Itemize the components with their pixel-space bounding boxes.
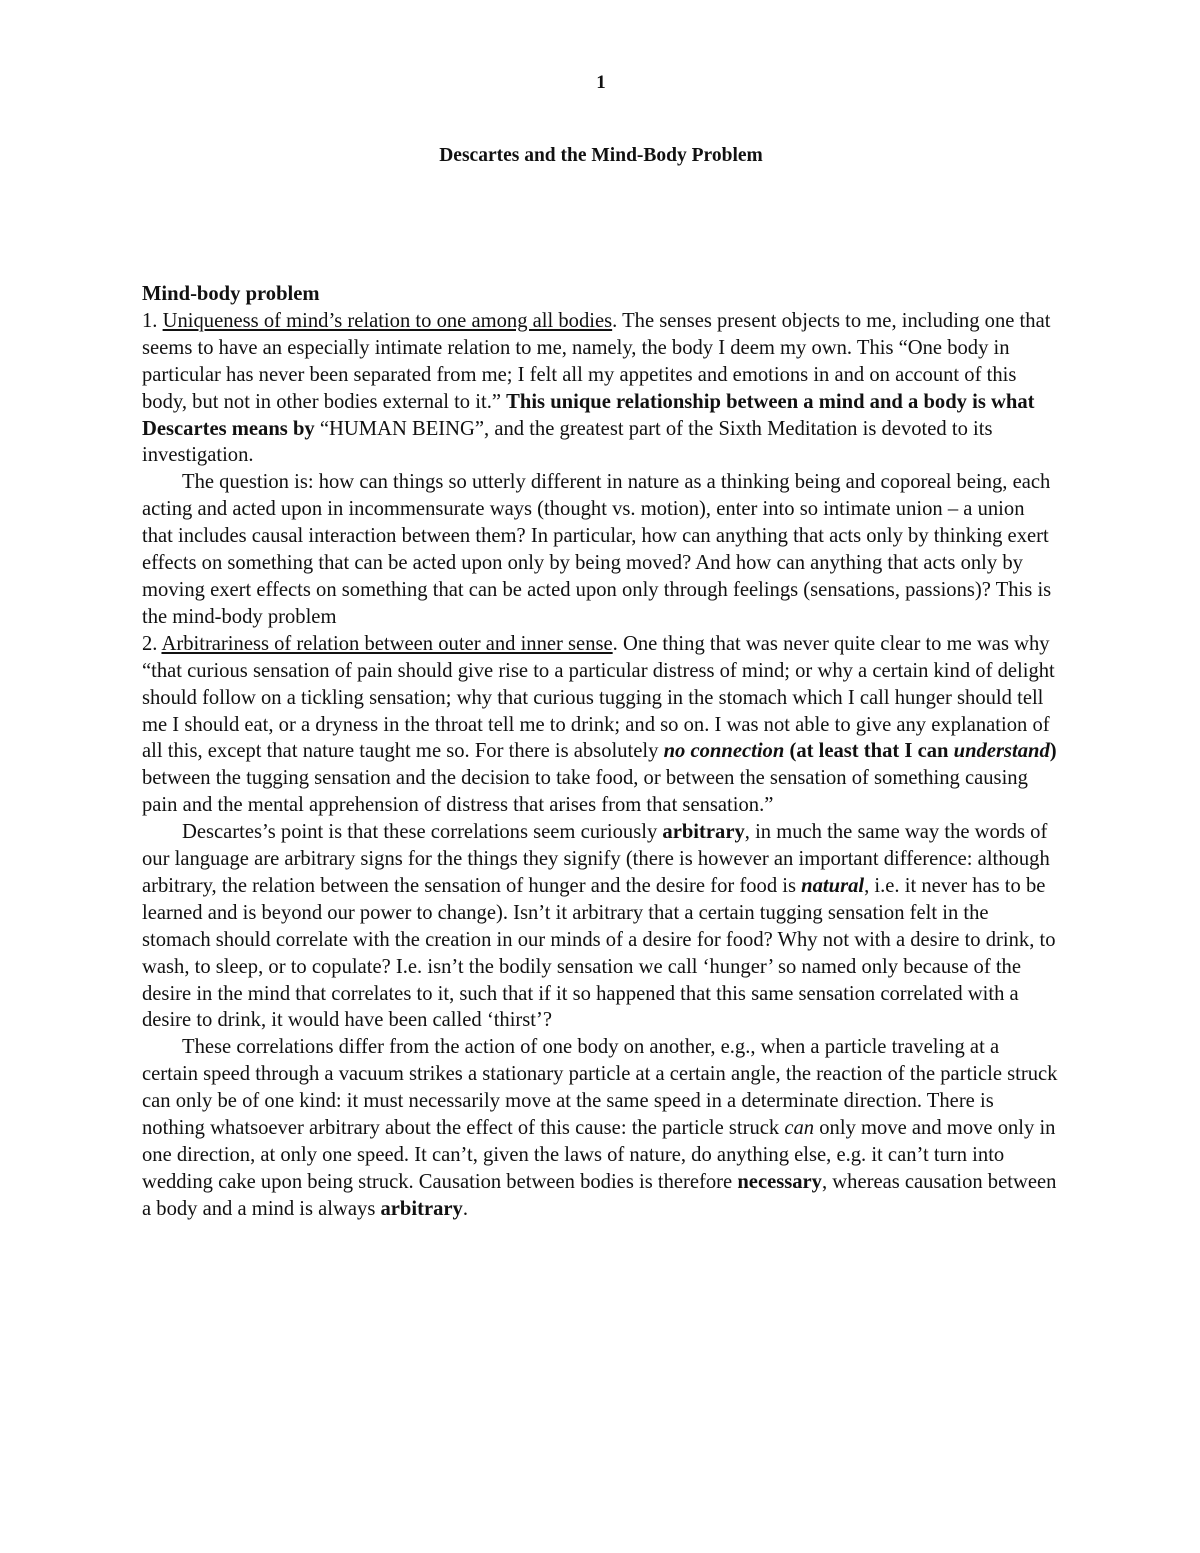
- italic-text: can: [784, 1117, 815, 1140]
- bold-italic-text: no connection: [663, 740, 785, 763]
- bold-text: ): [1049, 740, 1057, 763]
- paragraph-text: , whereas causation between a body and a mind is always: [142, 1170, 1057, 1220]
- bold-text: (at least that I can: [784, 740, 954, 763]
- paragraph-arbitrariness: [142, 631, 1060, 819]
- paragraph-question: The question is: how can things so utterly different in nature as a thinking being and coporeal being, each acting and acted upon in incommensurate ways (thought vs. motion), enter into so intimate union – a union that includes causal interaction between them? In particular, how can anything that acts only by thinking exert effects on something that can be acted upon only by being moved? And how can anything that acts only by moving exert effects on something that can be acted upon only through feelings (sensations, passions)? This is the mind-body problem: [142, 471, 1052, 628]
- paragraph-text: These correlations differ from the action of one body on another, e.g., when a particle traveling at a certain speed through a vacuum strikes a stationary particle at a certain angle, the reaction of the particle struck can only be of one kind: it must necessarily move at the same speed in a determinate direction. There is nothing whatsoever arbitrary about the effect of this cause: the particle struck: [142, 1036, 1058, 1140]
- page-number: 1: [596, 72, 606, 93]
- item-number: 1.: [142, 309, 163, 332]
- paragraph-text: . The senses present objects to me, including one that seems to have an especially intimate relation to me, namely, the body I deem my own. This “One body in particular has never been separated from me; I felt all my appetites and emotions in and on account of this body, but not in other bodies external to it.”: [142, 309, 1051, 413]
- paragraph-text: Descartes’s point is that these correlations seem curiously: [182, 821, 663, 844]
- bold-text: This unique relationship between a mind and a body is what Descartes means by: [142, 390, 1035, 440]
- bold-text: arbitrary: [380, 1197, 463, 1220]
- bold-text: necessary: [737, 1170, 822, 1193]
- item-heading-arbitrariness: Arbitrariness of relation between outer and inner sense: [161, 632, 613, 655]
- paragraph-descartes-point: [142, 819, 1060, 1034]
- paragraph-text: between the tugging sensation and the decision to take food, or between the sensation of something causing pain and the mental apprehension of distress that arises from that sensation.”: [142, 767, 1028, 817]
- bold-italic-text: understand: [953, 740, 1050, 763]
- bold-italic-text: natural: [801, 874, 865, 897]
- paragraph-correlations: [142, 1034, 1060, 1222]
- document-title: Descartes and the Mind-Body Problem: [439, 145, 763, 166]
- bold-text: arbitrary: [662, 821, 745, 844]
- section-heading: Mind-body problem: [142, 283, 320, 305]
- item-number: 2.: [142, 632, 162, 655]
- paragraph-text: only move and move only in one direction, at only one speed. It can’t, given the laws of nature, do anything else, e.g. it can’t turn into wedding cake upon being struck. Causation between bodies is therefore: [142, 1117, 1056, 1193]
- paragraph-uniqueness: [142, 308, 1060, 469]
- document-page: [142, 72, 1060, 1223]
- paragraph-text: , i.e. it never has to be learned and is beyond our power to change). Isn’t it arbitrary that a certain tugging sensation felt in the stomach should correlate with the creation in our minds of a desire for food? Why not with a desire to drink, to wash, to sleep, or to copulate? I.e. isn’t the bodily sensation we call ‘hunger’ so named only because of the desire in the mind that correlates to it, such that if it so happened that this same sensation correlated with a desire to drink, it would have been called ‘thirst’?: [142, 874, 1056, 1032]
- paragraph-text: “HUMAN BEING”, and the greatest part of the Sixth Meditation is devoted to its investigation.: [142, 417, 993, 467]
- item-heading-uniqueness: Uniqueness of mind’s relation to one among all bodies: [162, 309, 613, 332]
- paragraph-text: , in much the same way the words of our language are arbitrary signs for the things they signify (there is however an important difference: although arbitrary, the relation between the sensation of hunger and the desire for food is: [142, 821, 1050, 897]
- paragraph-text: . One thing that was never quite clear to me was why “that curious sensation of pain should give rise to a particular distress of mind; or why a certain kind of delight should follow on a tickling sensation; why that curious tugging in the stomach which I call hunger should tell me I should eat, or a dryness in the throat tell me to drink; and so on. I was not able to give any explanation of all this, except that nature taught me so. For there is absolutely: [142, 632, 1055, 763]
- paragraph-text: .: [462, 1197, 469, 1220]
